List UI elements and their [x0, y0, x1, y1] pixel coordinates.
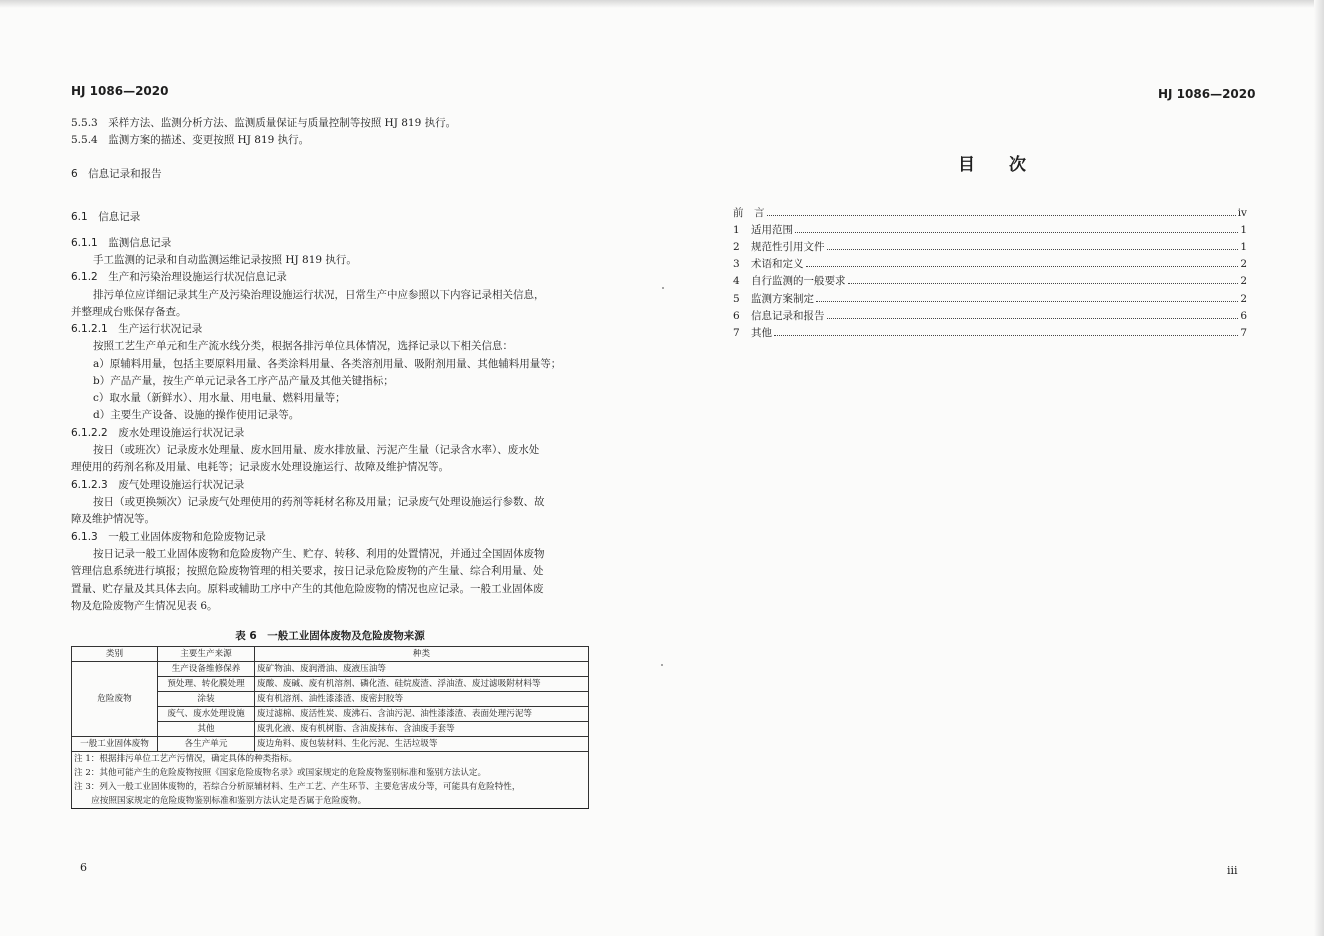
toc-entry-page: 2 [1240, 258, 1247, 270]
toc-leader-dots [848, 283, 1239, 284]
left-page-header: HJ 1086—2020 [71, 84, 169, 98]
section-6-1-1-heading: 6.1.1 监测信息记录 [71, 237, 172, 249]
toc-entry-number: 2 [733, 241, 740, 253]
list-item-b: b）产品产量，按生产单元记录各工序产品产量及其他关键指标； [93, 375, 394, 387]
toc-entry[interactable] [733, 273, 1247, 290]
toc-entry[interactable] [733, 325, 1247, 342]
table-row [72, 662, 589, 677]
source-cell: 废气、废水处理设施 [158, 707, 255, 722]
toc-entry[interactable] [733, 222, 1247, 239]
paragraph-line: 并整理成台账保存备查。 [71, 306, 187, 318]
table-note-row [72, 766, 589, 780]
source-cell: 涂装 [158, 692, 255, 707]
toc-leader-dots [827, 249, 1239, 250]
toc-leader-dots [767, 215, 1236, 216]
toc-entry-label: 信息记录和报告 [751, 310, 825, 322]
toc-entry[interactable] [733, 256, 1247, 273]
toc-entry-number: 4 [733, 275, 740, 287]
kinds-cell: 废边角料、废包装材料、生化污泥、生活垃圾等 [255, 737, 589, 752]
section-6-1-heading: 6.1 信息记录 [71, 211, 141, 223]
kinds-cell: 废过滤棉、废活性炭、废沸石、含油污泥、油性漆漆渣、表面处理污泥等 [255, 707, 589, 722]
toc-leader-dots [816, 301, 1238, 302]
paragraph-line: 按照工艺生产单元和生产流水线分类，根据各排污单位具体情况，选择记录以下相关信息： [93, 340, 513, 352]
toc-entry-page: 1 [1240, 241, 1247, 253]
paragraph-line: 按日（或班次）记录废水处理量、废水回用量、废水排放量、污泥产生量（记录含水率）、废水处 [93, 444, 540, 456]
toc-entry-label: 自行监测的一般要求 [751, 275, 846, 287]
toc-leader-dots [795, 232, 1238, 233]
section-6-heading: 6 信息记录和报告 [71, 168, 162, 180]
section-6-1-2-1-heading: 6.1.2.1 生产运行状况记录 [71, 323, 203, 335]
scan-speck [662, 287, 664, 289]
table-note-row [72, 794, 589, 809]
section-6-1-2-3-heading: 6.1.2.3 废气处理设施运行状况记录 [71, 479, 245, 491]
toc-entry-page: 6 [1240, 310, 1247, 322]
category-hazardous-cell: 危险废物 [72, 662, 158, 737]
table-note-row [72, 780, 589, 794]
toc-entry-label: 前 言 [733, 207, 765, 219]
kinds-cell: 废有机溶剂、油性漆漆渣、废密封胶等 [255, 692, 589, 707]
table-note: 注 1：根据排污单位工艺产污情况，确定具体的种类指标。 [72, 752, 589, 767]
toc-entry-number: 7 [733, 327, 740, 339]
clause-5-5-4: 5.5.4 监测方案的描述、变更按照 HJ 819 执行。 [71, 134, 310, 146]
section-6-1-3-heading: 6.1.3 一般工业固体废物和危险废物记录 [71, 531, 266, 543]
list-item-a: a）原辅料用量，包括主要原料用量、各类涂料用量、各类溶剂用量、吸附剂用量、其他辅料用量等； [93, 358, 562, 370]
toc-entry-label: 规范性引用文件 [751, 241, 825, 253]
source-cell: 预处理、转化膜处理 [158, 677, 255, 692]
paragraph-line: 理使用的药剂名称及用量、电耗等；记录废水处理设施运行、故障及维护情况等。 [71, 461, 449, 473]
right-page-header: HJ 1086—2020 [1158, 87, 1256, 101]
clause-5-5-3: 5.5.3 采样方法、监测分析方法、监测质量保证与质量控制等按照 HJ 819 执行。 [71, 117, 457, 129]
left-page-number: 6 [80, 861, 87, 874]
paragraph-line: 按日（或更换频次）记录废气处理使用的药剂等耗材名称及用量；记录废气处理设施运行参数、故 [93, 496, 545, 508]
toc-leader-dots [827, 318, 1239, 319]
table-header-cell: 种类 [255, 647, 589, 662]
toc-entry-page: 2 [1240, 293, 1247, 305]
source-cell: 其他 [158, 722, 255, 737]
toc-entry-number: 6 [733, 310, 740, 322]
kinds-cell: 废矿物油、废润滑油、废液压油等 [255, 662, 589, 677]
table-row [72, 737, 589, 752]
table-6 [71, 646, 589, 809]
source-cell: 各生产单元 [158, 737, 255, 752]
table-header-cell: 主要生产来源 [158, 647, 255, 662]
table-header-cell: 类别 [72, 647, 158, 662]
toc-entry-page: 7 [1240, 327, 1247, 339]
toc-entry-number: 1 [733, 224, 740, 236]
toc-entry-number: 3 [733, 258, 740, 270]
scan-right-edge [1314, 0, 1324, 936]
table-note: 应按照国家规定的危险废物鉴别标准和鉴别方法认定是否属于危险废物。 [72, 794, 589, 809]
toc-leader-dots [806, 266, 1239, 267]
kinds-cell: 废酸、废碱、废有机溶剂、磷化渣、硅烷废渣、浮油渣、废过滤吸附材料等 [255, 677, 589, 692]
category-general-cell: 一般工业固体废物 [72, 737, 158, 752]
paragraph-line: 手工监测的记录和自动监测运维记录按照 HJ 819 执行。 [93, 254, 357, 266]
toc-entry[interactable] [733, 205, 1247, 222]
toc-entry[interactable] [733, 239, 1247, 256]
toc-entry-label: 适用范围 [751, 224, 793, 236]
paragraph-line: 置量、贮存量及其具体去向。原料或辅助工序中产生的其他危险废物的情况也应记录。一般工业固体废 [71, 583, 544, 595]
section-6-1-2-2-heading: 6.1.2.2 废水处理设施运行状况记录 [71, 427, 245, 439]
paragraph-line: 按日记录一般工业固体废物和危险废物产生、贮存、转移、利用的处置情况，并通过全国固体废物 [93, 548, 545, 560]
table-header-row [72, 647, 589, 662]
table-note: 注 2：其他可能产生的危险废物按照《国家危险废物名录》或国家规定的危险废物鉴别标准和鉴别方法认定。 [72, 766, 589, 780]
scan-speck [661, 664, 663, 666]
source-cell: 生产设备维修保养 [158, 662, 255, 677]
table-note: 注 3：列入一般工业固体废物的，若综合分析原辅材料、生产工艺、产生环节、主要危害成分等，可能具有危险特性， [72, 780, 589, 794]
toc-entry-number: 5 [733, 293, 740, 305]
paragraph-line: 排污单位应详细记录其生产及污染治理设施运行状况，日常生产中应参照以下内容记录相关信息， [93, 289, 545, 301]
list-item-d: d）主要生产设备、设施的操作使用记录等。 [93, 409, 300, 421]
paragraph-line: 物及危险废物产生情况见表 6。 [71, 600, 218, 612]
right-page-number: iii [1227, 864, 1238, 877]
toc-entry-label: 监测方案制定 [751, 293, 814, 305]
list-item-c: c）取水量（新鲜水）、用水量、用电量、燃料用量等； [93, 392, 346, 404]
toc-entry-label: 其他 [751, 327, 772, 339]
toc-entry[interactable] [733, 291, 1247, 308]
table-note-row [72, 752, 589, 767]
table-6-caption: 表 6 一般工业固体废物及危险废物来源 [235, 630, 425, 642]
toc-entry-page: 1 [1240, 224, 1247, 236]
toc-entry-page: 2 [1240, 275, 1247, 287]
paragraph-line: 障及维护情况等。 [71, 513, 155, 525]
toc-entry[interactable] [733, 308, 1247, 325]
kinds-cell: 废乳化液、废有机树脂、含油废抹布、含油废手套等 [255, 722, 589, 737]
section-6-1-2-heading: 6.1.2 生产和污染治理设施运行状况信息记录 [71, 271, 287, 283]
toc-entry-page: iv [1237, 207, 1247, 219]
toc-entry-label: 术语和定义 [751, 258, 804, 270]
toc-title: 目次 [958, 155, 1060, 175]
toc-leader-dots [774, 335, 1238, 336]
paragraph-line: 管理信息系统进行填报；按照危险废物管理的相关要求，按日记录危险废物的产生量、综合利用量、处 [71, 565, 544, 577]
